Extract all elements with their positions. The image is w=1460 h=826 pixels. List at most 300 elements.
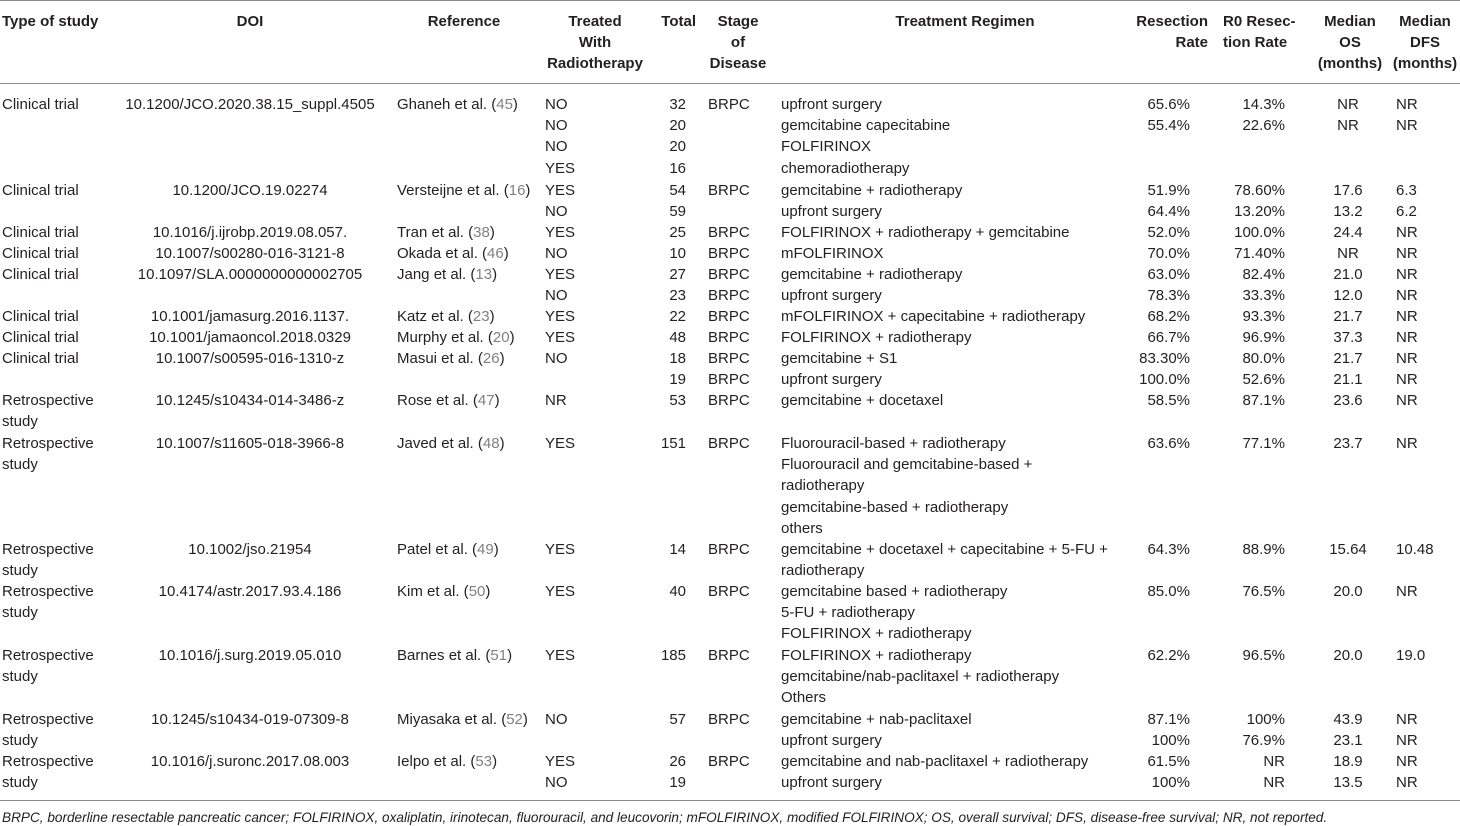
cell-reference	[397, 751, 542, 772]
header-stage	[707, 11, 769, 75]
cell-study-type-line: Retrospective	[2, 541, 94, 558]
reference-citation-link[interactable]: 50	[468, 583, 486, 600]
cell-regimen-line: upfront surgery	[781, 96, 882, 113]
cell-total-line: 48	[669, 329, 686, 346]
cell-median-dfs-line: NR	[1396, 732, 1418, 750]
cell-study-type-line: study	[2, 562, 38, 580]
cell-median-os-line: 43.9	[1333, 711, 1363, 728]
header-r0-rate	[1223, 11, 1313, 53]
reference-close-paren: )	[503, 245, 509, 262]
reference-citation-link[interactable]: 53	[475, 753, 493, 770]
reference-citation-link[interactable]: 49	[477, 541, 494, 558]
cell-median-dfs-line: 10.48	[1396, 541, 1434, 558]
cell-median-dfs-line: 6.2	[1396, 203, 1417, 221]
cell-doi	[118, 539, 382, 560]
cell-r0-rate-line: 13.20%	[1234, 203, 1285, 221]
cell-radiotherapy	[545, 539, 635, 560]
header-median-dfs	[1390, 11, 1460, 75]
header-reference: Reference	[427, 13, 501, 30]
table-row	[0, 571, 1460, 643]
reference-citation-link[interactable]: 52	[506, 711, 523, 728]
cell-r0-rate-line: 22.6%	[1242, 117, 1285, 135]
cell-study-type-line: study	[2, 413, 38, 431]
table-row	[0, 296, 1460, 325]
reference-close-paren: )	[489, 308, 495, 325]
cell-total	[640, 709, 686, 730]
cell-regimen-line: mFOLFIRINOX + capecitabine + radiotherapy	[781, 308, 1086, 325]
cell-reference	[397, 390, 542, 411]
reference-close-paren: )	[499, 350, 505, 367]
cell-resection-rate-line: 61.5%	[1147, 753, 1190, 770]
cell-doi-line: 10.1002/jso.21954	[188, 541, 312, 558]
cell-regimen-line: gemcitabine and nab-paclitaxel + radiotherapy	[781, 753, 1089, 770]
cell-doi-line: 10.1001/jamaoncol.2018.0329	[149, 329, 351, 346]
reference-citation-link[interactable]: 23	[472, 308, 490, 325]
cell-r0-rate-line: 80.0%	[1242, 350, 1285, 367]
reference-citation-link[interactable]: 16	[508, 182, 526, 199]
cell-total	[640, 645, 686, 666]
cell-r0-rate-line: 96.9%	[1242, 329, 1285, 346]
reference-author: Jang et al. (	[397, 266, 476, 283]
reference-close-paren: )	[494, 392, 500, 409]
cell-median-dfs	[1396, 751, 1456, 793]
header-radiotherapy	[543, 11, 647, 75]
cell-radiotherapy-line: NO	[545, 711, 568, 728]
footnote-text: BRPC, borderline resectable pancreatic cancer; FOLFIRINOX, oxaliplatin, irinotecan, fluorouracil, and leucovorin; mFOLFIRINOX, modified FOLFIRINOX; OS, overall survival; DFS, disease-free survival; NR, not reported.	[2, 810, 1328, 825]
table-row	[0, 317, 1460, 346]
cell-median-os	[1310, 581, 1386, 602]
cell-total-line: 185	[660, 647, 686, 664]
cell-total-line: 26	[669, 753, 686, 770]
cell-radiotherapy	[545, 348, 635, 369]
cell-regimen-line: upfront surgery	[781, 287, 882, 305]
cell-study-type-line: Clinical trial	[2, 329, 79, 346]
cell-r0-rate-line: NR	[1263, 753, 1285, 770]
cell-resection-rate	[1100, 94, 1190, 136]
cell-total	[640, 433, 686, 454]
cell-radiotherapy-line: YES	[545, 182, 576, 199]
cell-median-dfs-line: NR	[1396, 287, 1418, 305]
cell-radiotherapy-line: NO	[545, 203, 568, 221]
reference-citation-link[interactable]: 48	[482, 435, 500, 452]
cell-r0-rate-line: 87.1%	[1242, 392, 1285, 409]
cell-radiotherapy-line: YES	[545, 329, 576, 346]
cell-reference	[397, 433, 542, 454]
header-line: Rate	[1175, 34, 1208, 52]
cell-regimen	[781, 751, 1121, 793]
cell-radiotherapy-line: NO	[545, 774, 568, 792]
cell-regimen-line: gemcitabine/nab-paclitaxel + radiotherapy	[781, 668, 1060, 686]
cell-radiotherapy-line: YES	[545, 224, 576, 241]
cell-resection-rate-line: 85.0%	[1147, 583, 1190, 600]
cell-stage-line: BRPC	[708, 753, 750, 770]
cell-study-type-line: Retrospective	[2, 711, 94, 728]
cell-median-os-line: 37.3	[1333, 329, 1363, 346]
cell-resection-rate-line: 100.0%	[1139, 371, 1190, 389]
cell-r0-rate	[1205, 94, 1285, 136]
cell-stage	[708, 390, 768, 411]
table-row	[0, 699, 1460, 750]
cell-r0-rate-line: 100%	[1246, 711, 1285, 728]
cell-doi	[118, 709, 382, 730]
cell-total-line: 59	[669, 203, 686, 221]
table-row	[0, 170, 1460, 221]
cell-resection-rate-line: 52.0%	[1147, 224, 1190, 241]
cell-doi	[118, 751, 382, 772]
cell-study-type-line: study	[2, 604, 38, 622]
cell-r0-rate-line: 78.60%	[1234, 182, 1285, 199]
header-line: DFS	[1410, 34, 1440, 52]
cell-stage-line: BRPC	[708, 245, 750, 262]
cell-regimen-line: upfront surgery	[781, 203, 882, 221]
reference-author: Katz et al. (	[397, 308, 473, 325]
cell-median-os-line: NR	[1337, 96, 1359, 113]
cell-doi	[118, 348, 382, 369]
cell-radiotherapy	[545, 433, 635, 454]
table-row	[0, 380, 1460, 431]
cell-r0-rate-line: 76.9%	[1242, 732, 1285, 750]
table-row	[0, 635, 1460, 707]
cell-stage	[708, 645, 768, 666]
cell-total	[640, 390, 686, 411]
reference-close-paren: )	[489, 224, 495, 241]
cell-median-dfs-line: NR	[1396, 350, 1418, 367]
cell-regimen-line: upfront surgery	[781, 774, 882, 792]
cell-resection-rate	[1100, 645, 1190, 666]
cell-total	[640, 581, 686, 602]
cell-radiotherapy	[545, 581, 635, 602]
cell-resection-rate	[1100, 581, 1190, 602]
cell-total-line: 25	[669, 224, 686, 241]
cell-resection-rate-line: 78.3%	[1147, 287, 1190, 305]
reference-author: Okada et al. (	[397, 245, 488, 262]
cell-resection-rate-line: 100%	[1151, 774, 1190, 792]
cell-regimen-line: Fluorouracil and gemcitabine-based +	[781, 456, 1033, 474]
cell-radiotherapy-line: NO	[545, 117, 568, 135]
header-line: (months)	[1317, 55, 1383, 73]
cell-median-os-line: 21.1	[1333, 371, 1363, 389]
cell-study-type-line: study	[2, 732, 38, 750]
header-line: tion Rate	[1223, 34, 1288, 52]
cell-study-type-line: study	[2, 774, 38, 792]
cell-total-line: 151	[660, 435, 686, 452]
cell-stage-line: BRPC	[708, 371, 750, 389]
cell-median-os-line: NR	[1337, 117, 1359, 135]
cell-stage	[708, 751, 768, 772]
header-line: Stage	[717, 13, 759, 30]
reference-author: Tran et al. (	[397, 224, 474, 241]
cell-doi-line: 10.1200/JCO.2020.38.15_suppl.4505	[125, 96, 375, 113]
cell-study-type-line: Clinical trial	[2, 308, 79, 325]
reference-author: Javed et al. (	[397, 435, 483, 452]
cell-median-os	[1310, 94, 1386, 136]
cell-regimen-line: gemcitabine + docetaxel	[781, 392, 944, 409]
cell-stage-line: BRPC	[708, 647, 750, 664]
cell-doi-line: 10.1097/SLA.0000000000002705	[137, 266, 363, 283]
cell-total-line: 27	[669, 266, 686, 283]
cell-median-os	[1310, 645, 1386, 666]
header-line: Resection	[1136, 13, 1208, 30]
table-row	[0, 741, 1460, 792]
cell-resection-rate-line: 70.0%	[1147, 245, 1190, 262]
table-row	[0, 212, 1460, 241]
cell-reference	[397, 94, 542, 115]
cell-doi	[118, 581, 382, 602]
cell-r0-rate	[1205, 645, 1285, 666]
cell-radiotherapy	[545, 390, 635, 411]
cell-radiotherapy	[545, 709, 635, 730]
cell-median-dfs-line: 6.3	[1396, 182, 1417, 199]
cell-r0-rate-line: 82.4%	[1242, 266, 1285, 283]
cell-total	[640, 94, 686, 179]
cell-resection-rate-line: 62.2%	[1147, 647, 1190, 664]
cell-total-line: 22	[669, 308, 686, 325]
reference-author: Versteijne et al. (	[397, 182, 509, 199]
cell-median-os-line: 13.5	[1333, 774, 1363, 792]
reference-citation-link[interactable]: 47	[477, 392, 495, 409]
reference-author: Ghaneh et al. (	[397, 96, 497, 113]
cell-regimen-line: others	[781, 519, 823, 537]
cell-reference	[397, 539, 542, 560]
header-line: (months)	[1392, 55, 1458, 73]
cell-doi	[118, 390, 382, 411]
header-line: Radiotherapy	[547, 55, 643, 73]
table-row	[0, 233, 1460, 262]
cell-study-type-line: Retrospective	[2, 753, 94, 770]
cell-study-type-line: study	[2, 668, 38, 686]
cell-median-os-line: 17.6	[1333, 182, 1363, 199]
cell-radiotherapy-line: YES	[545, 159, 576, 177]
cell-median-os-line: 20.0	[1333, 647, 1363, 664]
cell-r0-rate-line: 77.1%	[1242, 435, 1285, 452]
cell-r0-rate-line: 76.5%	[1242, 583, 1285, 600]
cell-radiotherapy-line: YES	[545, 647, 576, 664]
cell-radiotherapy-line: YES	[545, 266, 576, 283]
cell-r0-rate	[1205, 433, 1285, 454]
cell-resection-rate-line: 63.0%	[1147, 266, 1190, 283]
cell-median-os-line: 21.0	[1333, 266, 1363, 283]
cell-doi-line: 10.1001/jamasurg.2016.1137.	[150, 308, 350, 325]
cell-r0-rate-line: 100.0%	[1234, 224, 1285, 241]
cell-median-os	[1310, 539, 1386, 560]
header-type: Type of study	[2, 13, 99, 30]
cell-median-os-line: 23.1	[1333, 732, 1363, 750]
cell-reference	[397, 581, 542, 602]
cell-stage-line: BRPC	[708, 266, 750, 283]
cell-radiotherapy-line: NR	[545, 392, 567, 409]
cell-stage-line: BRPC	[708, 392, 750, 409]
cell-median-dfs-line: NR	[1396, 774, 1418, 792]
reference-close-paren: )	[509, 329, 515, 346]
cell-total-line: 20	[669, 117, 686, 135]
cell-median-os-line: 13.2	[1333, 203, 1363, 221]
cell-median-os-line: 21.7	[1333, 308, 1363, 325]
reference-citation-link[interactable]: 45	[496, 96, 513, 113]
cell-doi	[118, 433, 382, 454]
cell-resection-rate-line: 83.30%	[1139, 350, 1190, 367]
cell-resection-rate-line: 66.7%	[1147, 329, 1190, 346]
cell-median-dfs	[1396, 645, 1456, 666]
cell-regimen-line: gemcitabine-based + radiotherapy	[781, 498, 1009, 516]
cell-resection-rate-line: 58.5%	[1147, 392, 1190, 409]
table-row	[0, 338, 1460, 389]
cell-median-dfs-line: NR	[1396, 711, 1418, 728]
cell-median-os	[1310, 751, 1386, 793]
cell-doi-line: 10.1007/s11605-018-3966-8	[155, 435, 345, 452]
reference-citation-link[interactable]: 13	[475, 266, 493, 283]
cell-median-os-line: 24.4	[1333, 224, 1363, 241]
cell-doi-line: 10.4174/astr.2017.93.4.186	[158, 583, 342, 600]
header-line: Treated	[568, 13, 622, 30]
cell-stage-line: BRPC	[708, 96, 750, 113]
header-line: With	[578, 34, 612, 52]
table-row	[0, 254, 1460, 305]
reference-close-paren: )	[493, 541, 499, 558]
cell-stage	[708, 709, 768, 730]
cell-median-dfs	[1396, 539, 1456, 560]
cell-total	[640, 539, 686, 560]
cell-total-line: 20	[669, 138, 686, 156]
header-median-os	[1314, 11, 1386, 75]
cell-median-dfs-line: NR	[1396, 224, 1418, 241]
cell-total-line: 10	[669, 245, 686, 262]
cell-total-line: 19	[669, 371, 686, 389]
cell-resection-rate-line: 64.3%	[1147, 541, 1190, 558]
cell-resection-rate	[1100, 433, 1190, 454]
cell-median-os-line: NR	[1337, 245, 1359, 262]
cell-r0-rate	[1205, 751, 1285, 793]
header-line: of	[730, 34, 746, 52]
cell-stage-line: BRPC	[708, 350, 750, 367]
cell-study-type-line: Clinical trial	[2, 266, 79, 283]
cell-regimen	[781, 94, 1121, 179]
header-line: R0 Resec-	[1223, 13, 1296, 30]
header-regimen: Treatment Regimen	[895, 13, 1035, 30]
cell-total-line: 57	[669, 711, 686, 728]
cell-regimen-line: FOLFIRINOX + radiotherapy	[781, 647, 972, 664]
cell-doi-line: 10.1245/s10434-019-07309-8	[151, 711, 349, 728]
cell-radiotherapy	[545, 645, 635, 666]
cell-median-dfs-line: NR	[1396, 245, 1418, 262]
reference-citation-link[interactable]: 38	[473, 224, 490, 241]
cell-r0-rate-line: 14.3%	[1242, 96, 1285, 113]
cell-radiotherapy-line: YES	[545, 753, 576, 770]
cell-radiotherapy-line: YES	[545, 583, 576, 600]
reference-citation-link[interactable]: 26	[482, 350, 500, 367]
header-line: OS	[1339, 34, 1361, 52]
table-row	[0, 423, 1460, 537]
cell-stage-line: BRPC	[708, 711, 750, 728]
cell-study-type-line: Clinical trial	[2, 224, 79, 241]
cell-doi-line: 10.1016/j.suronc.2017.08.003	[150, 753, 350, 770]
cell-doi	[118, 180, 382, 201]
cell-median-dfs-line: NR	[1396, 96, 1418, 113]
cell-stage	[708, 433, 768, 454]
header-line: Median	[1399, 13, 1451, 30]
cell-regimen-line: 5-FU + radiotherapy	[781, 604, 915, 622]
cell-resection-rate	[1100, 751, 1190, 793]
cell-median-os-line: 21.7	[1333, 350, 1363, 367]
cell-stage-line: BRPC	[708, 287, 750, 305]
cell-total-line: 19	[669, 774, 686, 792]
cell-study-type-line: Clinical trial	[2, 182, 79, 199]
cell-median-os-line: 18.9	[1333, 753, 1363, 770]
cell-regimen-line: radiotherapy	[781, 477, 865, 495]
cell-resection-rate	[1100, 390, 1190, 411]
cell-radiotherapy-line: NO	[545, 287, 568, 305]
cell-stage-line: BRPC	[708, 224, 750, 241]
table-header-row	[0, 0, 1460, 84]
cell-doi-line: 10.1200/JCO.19.02274	[172, 182, 328, 199]
cell-study-type-line: Retrospective	[2, 392, 94, 409]
cell-stage-line: BRPC	[708, 182, 750, 199]
header-doi: DOI	[236, 13, 264, 30]
cell-r0-rate-line: 71.40%	[1234, 245, 1285, 262]
cell-resection-rate-line: 87.1%	[1147, 711, 1190, 728]
reference-author: Murphy et al. (	[397, 329, 493, 346]
cell-median-dfs	[1396, 94, 1456, 136]
reference-author: Rose et al. (	[397, 392, 478, 409]
cell-r0-rate	[1205, 390, 1285, 411]
cell-regimen-line: FOLFIRINOX	[781, 138, 872, 156]
cell-median-os-line: 12.0	[1333, 287, 1363, 305]
cell-median-dfs-line: NR	[1396, 583, 1418, 600]
cell-radiotherapy	[545, 751, 635, 793]
cell-regimen-line: gemcitabine + radiotherapy	[781, 182, 963, 199]
cell-regimen-line: upfront surgery	[781, 371, 882, 389]
cell-regimen-line: Fluorouracil-based + radiotherapy	[781, 435, 1006, 452]
reference-citation-link[interactable]: 46	[487, 245, 504, 262]
table-row	[0, 529, 1460, 580]
cell-doi-line: 10.1016/j.surg.2019.05.010	[158, 647, 342, 664]
cell-stage	[708, 539, 768, 560]
cell-stage	[708, 581, 768, 602]
cell-r0-rate-line: 96.5%	[1242, 647, 1285, 664]
cell-reference	[397, 645, 542, 666]
cell-r0-rate-line: 93.3%	[1242, 308, 1285, 325]
cell-study-type-line: study	[2, 456, 38, 474]
cell-resection-rate-line: 68.2%	[1147, 308, 1190, 325]
cell-radiotherapy-line: NO	[545, 138, 568, 156]
table-body	[0, 84, 1460, 792]
cell-radiotherapy-line: YES	[545, 435, 576, 452]
cell-r0-rate	[1205, 539, 1285, 560]
header-line: Disease	[709, 55, 767, 73]
cell-median-os	[1310, 390, 1386, 411]
reference-citation-link[interactable]: 51	[490, 647, 508, 664]
cell-resection-rate	[1100, 539, 1190, 560]
cell-median-dfs-line: NR	[1396, 371, 1418, 389]
cell-reference	[397, 180, 542, 201]
cell-study-type-line: Clinical trial	[2, 96, 79, 113]
cell-stage-line: BRPC	[708, 541, 750, 558]
cell-stage-line: BRPC	[708, 583, 750, 600]
cell-total	[640, 751, 686, 793]
cell-median-os-line: 23.7	[1333, 435, 1363, 452]
cell-median-dfs-line: NR	[1396, 266, 1418, 283]
cell-reference	[397, 264, 542, 285]
cell-regimen-line: gemcitabine + radiotherapy	[781, 266, 963, 283]
reference-close-paren: )	[507, 647, 513, 664]
reference-citation-link[interactable]: 20	[492, 329, 510, 346]
cell-regimen-line: FOLFIRINOX + radiotherapy + gemcitabine	[781, 224, 1070, 241]
reference-author: Patel et al. (	[397, 541, 478, 558]
reference-author: Ielpo et al. (	[397, 753, 476, 770]
reference-close-paren: )	[499, 435, 505, 452]
cell-reference	[397, 348, 542, 369]
cell-doi	[118, 94, 382, 115]
table-row	[0, 84, 1460, 177]
